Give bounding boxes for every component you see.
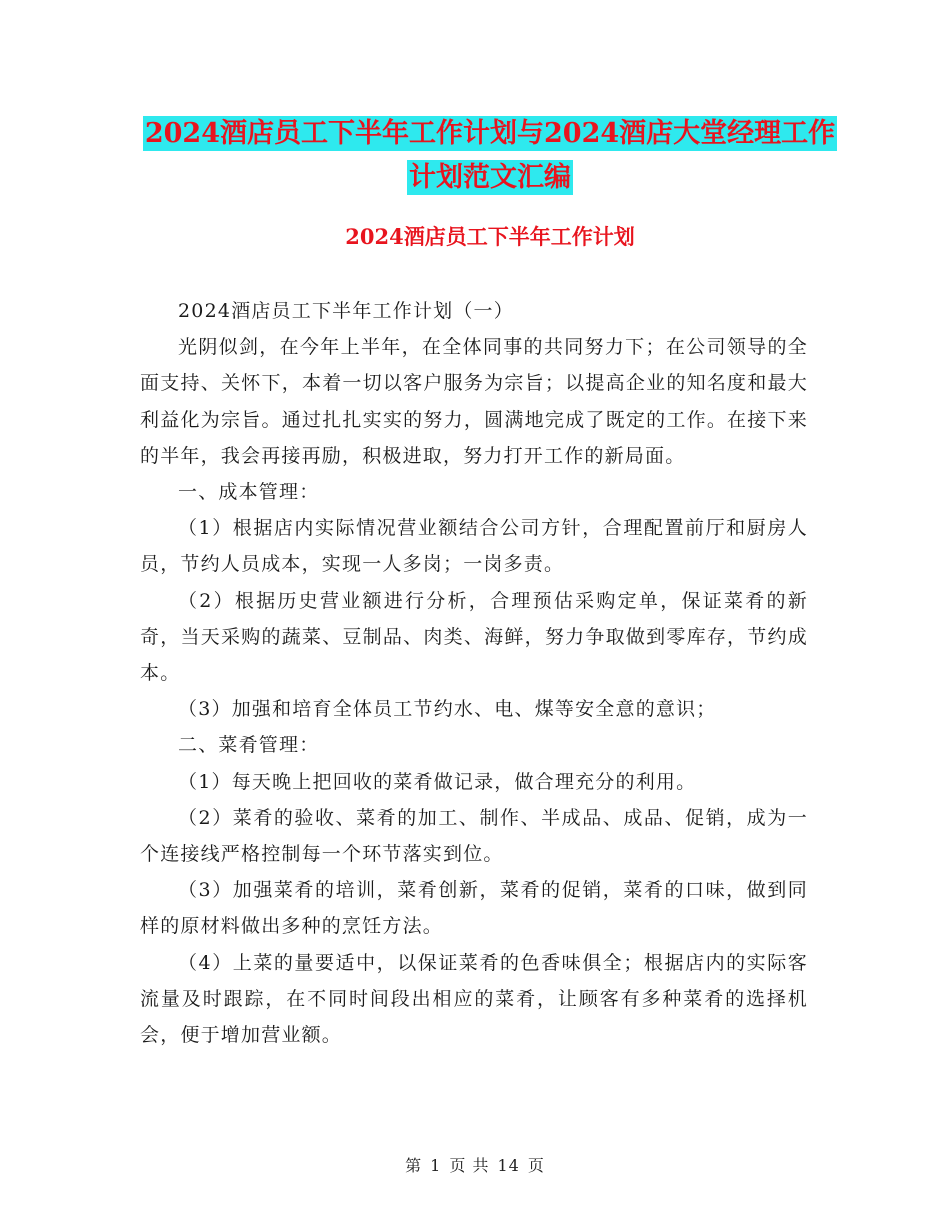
page-footer [0,1153,950,1176]
paragraph-dish-4: （4）上菜的量要适中，以保证菜肴的色香味俱全；根据店内的实际客流量及时跟踪，在不同时间段出相应的菜肴，让顾客有多种菜肴的选择机会，便于增加营业额。 [140,951,808,1047]
section-title: 2024酒店员工下半年工作计划 [345,224,635,249]
heading-dish-management: 二、菜肴管理： [178,734,320,757]
document-body [140,293,808,1053]
footer-suffix: 页 [527,1156,545,1175]
paragraph-cost-3: （3）加强和培育全体员工节约水、电、煤等安全意的意识； [178,698,717,721]
paragraph-dish-3: （3）加强菜肴的培训，菜肴创新，菜肴的促销，菜肴的口味，做到同样的原材料做出多种的烹饪方法。 [140,879,808,938]
paragraph-dish-2: （2）菜肴的验收、菜肴的加工、制作、半成品、成品、促销，成为一个连接线严格控制每一个环节落实到位。 [140,806,808,866]
paragraph-dish-1: （1）每天晚上把回收的菜肴做记录，做合理充分的利用。 [178,770,697,793]
paragraph-intro: 光阴似剑，在今年上半年，在全体同事的共同努力下；在公司领导的全面支持、关怀下，本着一切以客户服务为宗旨；以提高企业的知名度和最大利益化为宗旨。通过扎扎实实的努力，圆满地完成了既定的工作。在接下来的半年，我会再接再励，积极进取，努力打开工作的新局面。 [140,336,808,467]
footer-current-page: 1 [430,1156,442,1175]
heading-cost-management: 一、成本管理： [178,481,320,504]
footer-total-pages: 14 [497,1156,520,1175]
footer-prefix: 第 [405,1156,423,1175]
document-title-highlight: 2024酒店员工下半年工作计划与2024酒店大堂经理工作计划范文汇编 [144,118,836,193]
footer-middle: 页 共 [449,1156,490,1175]
paragraph-cost-2: （2）根据历史营业额进行分析，合理预估采购定单，保证菜肴的新奇，当天采购的蔬菜、豆制品、肉类、海鲜，努力争取做到零库存，节约成本。 [140,589,808,685]
paragraph-cost-1: （1）根据店内实际情况营业额结合公司方针，合理配置前厅和厨房人员，节约人员成本，实现一人多岗；一岗多责。 [140,517,808,576]
paragraph-subtitle: 2024酒店员工下半年工作计划（一） [178,300,514,322]
document-title [140,112,840,200]
